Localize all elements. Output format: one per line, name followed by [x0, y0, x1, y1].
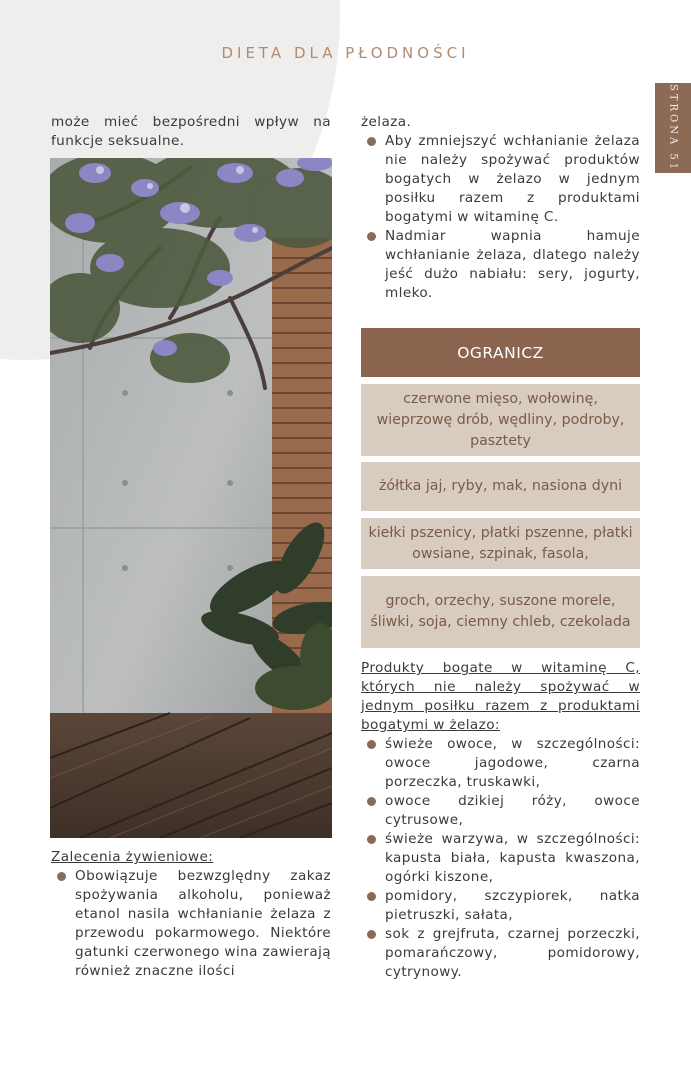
list-item: Nadmiar wapnia hamuje wchłanianie żelaza, dlatego należy jeść dużo nabiału: sery, jogurty, mleko.: [361, 227, 640, 303]
limit-band: OGRANICZ: [361, 328, 640, 377]
list-item: Aby zmniejszyć wchłanianie żelaza nie należy spożywać produktów bogatych w żelazo w jednym posiłku razem z produktami bogatymi w witaminę C.: [361, 132, 640, 227]
recommendations-heading: Zalecenia żywieniowe:: [51, 849, 214, 865]
page-title: DIETA DLA PŁODNOŚCI: [221, 44, 470, 62]
limit-box: groch, orzechy, suszone morele, śliwki, soja, ciemny chleb, czekolada: [361, 576, 640, 648]
list-item: sok z grejfruta, czarnej porzeczki, pomarańczowy, pomidorowy, cytrynowy.: [361, 925, 640, 982]
limit-box: kiełki pszenicy, płatki pszenne, płatki owsiane, szpinak, fasola,: [361, 518, 640, 569]
vitamin-c-list: [361, 735, 640, 982]
list-item: pomidory, szczypiorek, natka pietruszki, sałata,: [361, 887, 640, 925]
limit-box: czerwone mięso, wołowinę, wieprzowę drób, wędliny, podroby, pasztety: [361, 384, 640, 456]
intro-paragraph: może mieć bezpośredni wpływ na funkcje seksualne.: [51, 114, 331, 149]
limit-box: żółtka jaj, ryby, mak, nasiona dyni: [361, 462, 640, 511]
list-item: Obowiązuje bezwzględny zakaz spożywania alkoholu, ponieważ etanol nasila wchłanianie żelaza z przewodu pokarmowego. Niektóre gatunki czerwonego wina zawierają również znaczne ilości: [51, 867, 331, 981]
list-item: owoce dzikiej róży, owoce cytrusowe,: [361, 792, 640, 830]
garden-photo: [50, 158, 332, 838]
list-item: świeże warzywa, w szczególności: kapusta biała, kapusta kwaszona, ogórki kiszone,: [361, 830, 640, 887]
page-number-label: STRONA 51: [667, 83, 679, 173]
vitamin-c-heading: Produkty bogate w witaminę C, których nie należy spożywać w jednym posiłku razem z produktami bogatymi w żelazo:: [361, 660, 640, 733]
list-item: świeże owoce, w szczególności: owoce jagodowe, czarna porzeczka, truskawki,: [361, 735, 640, 792]
iron-tips-list: [361, 132, 640, 303]
recommendations-list: [51, 867, 331, 981]
continuation-text: żelaza.: [361, 114, 412, 130]
page-number-tab: [655, 83, 691, 173]
